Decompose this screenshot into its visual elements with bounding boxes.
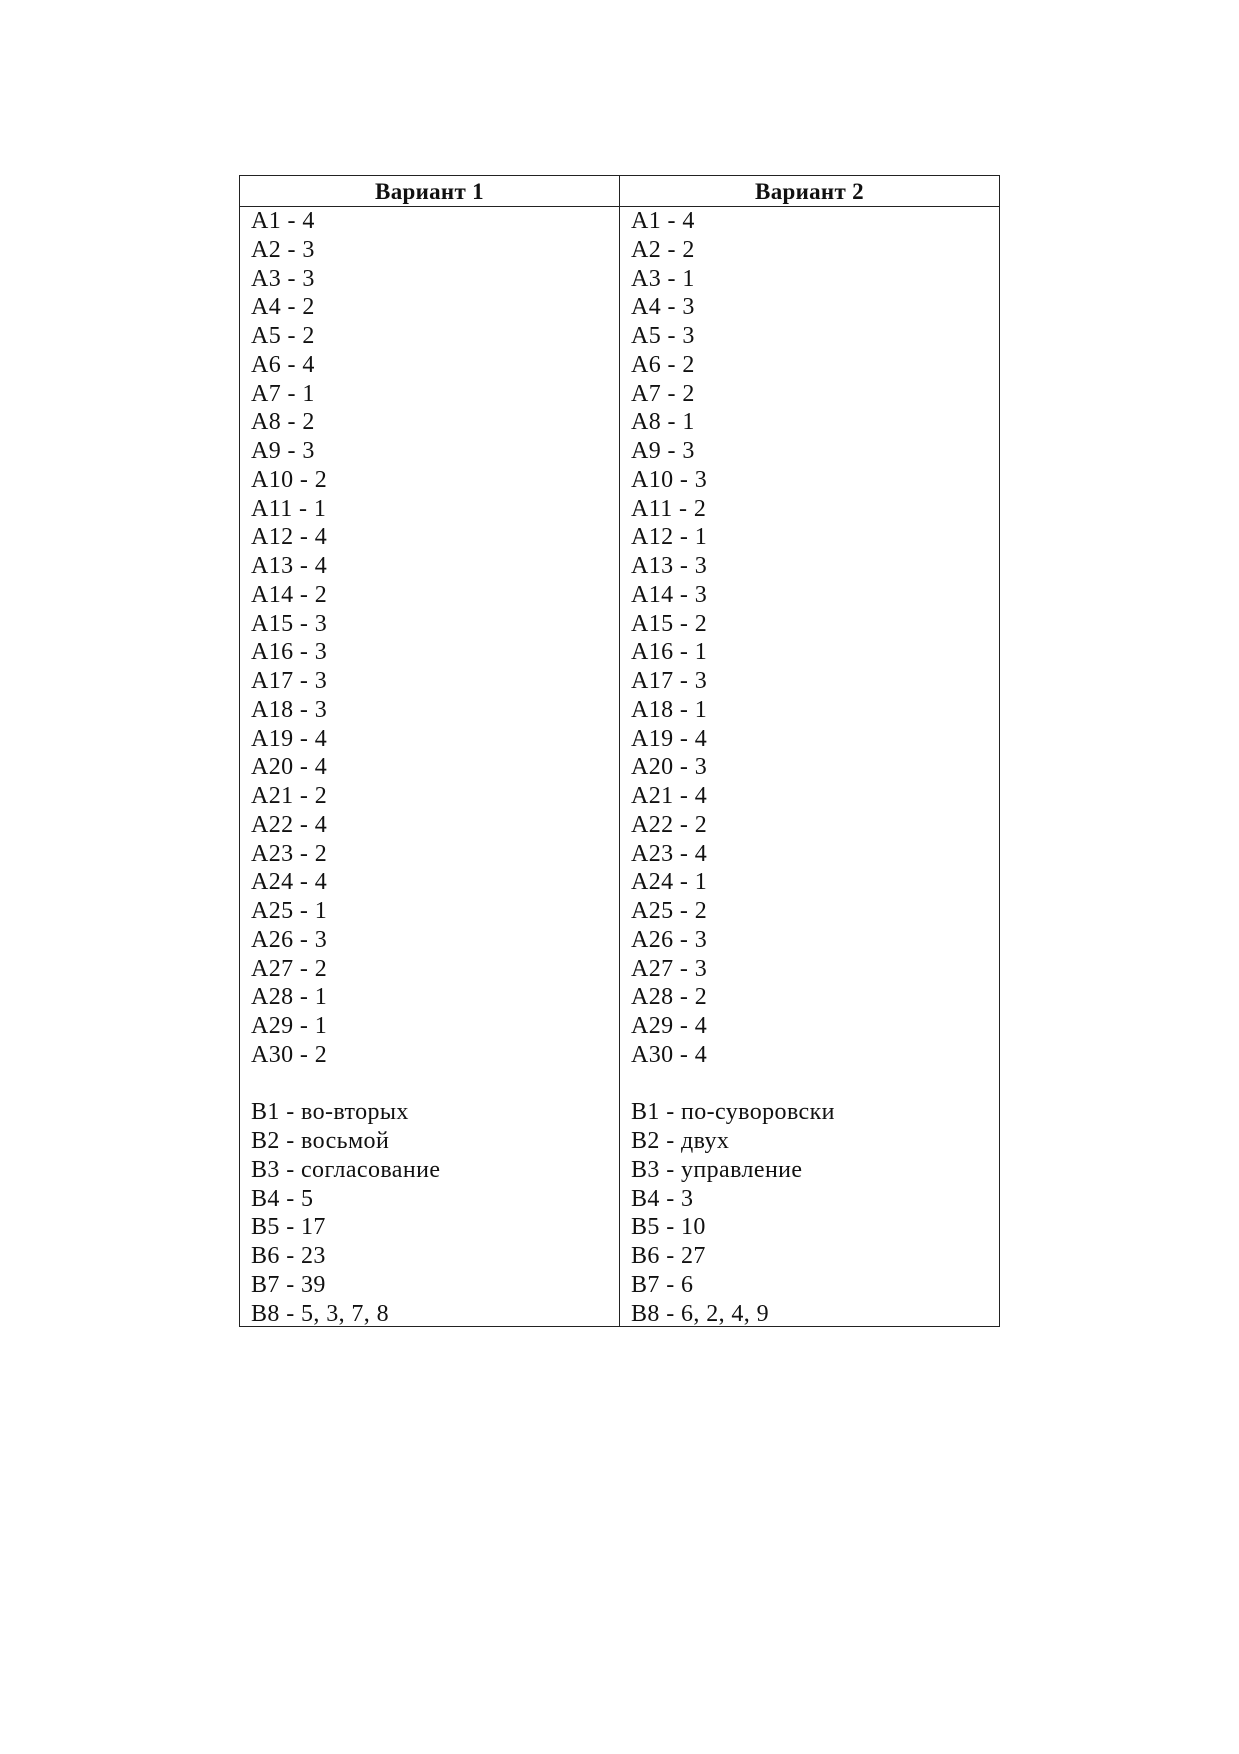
answer-b-item: В6 - 27 <box>631 1243 706 1269</box>
answer-a-item: А17 - 3 <box>251 668 328 694</box>
answer-b-item: В1 - по-суворовски <box>631 1099 835 1126</box>
answer-b-item: В2 - двух <box>631 1128 730 1154</box>
answer-a-item: А26 - 3 <box>251 926 328 953</box>
answer-a-item: А13 - 4 <box>251 553 328 579</box>
section-gap <box>251 1070 619 1099</box>
answer-a-item: А12 - 4 <box>251 524 328 551</box>
answer-a-item: А16 - 1 <box>631 639 708 666</box>
answer-a-item: А22 - 2 <box>631 811 708 838</box>
answer-a-item: А13 - 3 <box>631 553 708 579</box>
answer-a-item: А28 - 1 <box>251 984 328 1011</box>
answer-a-item: А24 - 4 <box>251 869 328 896</box>
answer-b-item: В4 - 3 <box>631 1185 694 1212</box>
answer-a-item: А19 - 4 <box>631 725 708 752</box>
answer-a-item: А18 - 1 <box>631 696 708 723</box>
answer-a-item: А25 - 1 <box>251 898 328 924</box>
answer-a-item: А5 - 2 <box>251 323 315 349</box>
answer-b-item: В8 - 6, 2, 4, 9 <box>631 1300 769 1327</box>
answer-b-item: В1 - во-вторых <box>251 1099 409 1126</box>
answer-a-item: А6 - 4 <box>251 351 315 378</box>
answer-b-item: В3 - согласование <box>251 1156 441 1183</box>
answer-a-item: А16 - 3 <box>251 639 328 666</box>
answer-b-item: В7 - 39 <box>251 1271 326 1298</box>
answer-b-item: В6 - 23 <box>251 1243 326 1269</box>
answer-a-item: А14 - 3 <box>631 581 708 608</box>
answer-a-item: А5 - 3 <box>631 323 695 349</box>
answer-b-item: В3 - управление <box>631 1156 803 1183</box>
answer-a-item: А9 - 3 <box>631 438 695 464</box>
answer-a-item: А15 - 2 <box>631 610 708 637</box>
variant-1-column <box>240 207 619 1326</box>
answer-a-item: А15 - 3 <box>251 610 328 637</box>
answer-a-item: А1 - 4 <box>251 208 315 234</box>
answer-a-item: А21 - 2 <box>251 783 328 809</box>
answer-key-table <box>239 175 1000 1327</box>
section-gap <box>631 1070 999 1099</box>
answer-a-item: А26 - 3 <box>631 926 708 953</box>
answer-b-item: В5 - 10 <box>631 1214 706 1241</box>
answer-a-item: А3 - 1 <box>631 265 695 292</box>
answer-a-item: А29 - 4 <box>631 1013 708 1039</box>
answer-b-item: В4 - 5 <box>251 1185 314 1212</box>
answer-a-item: А27 - 3 <box>631 955 708 982</box>
answer-b-item: В5 - 17 <box>251 1214 326 1241</box>
answer-b-item: В8 - 5, 3, 7, 8 <box>251 1300 389 1327</box>
table-body-row <box>240 207 999 1326</box>
answer-a-item: А25 - 2 <box>631 898 708 924</box>
answer-a-item: А30 - 2 <box>251 1041 328 1068</box>
answer-a-item: А8 - 2 <box>251 409 315 436</box>
answer-a-item: А8 - 1 <box>631 409 695 436</box>
answer-a-item: А1 - 4 <box>631 208 695 234</box>
header-variant-1: Вариант 1 <box>375 179 484 204</box>
answer-a-item: А17 - 3 <box>631 668 708 694</box>
answer-a-item: А7 - 1 <box>251 380 315 407</box>
table-header-row <box>240 176 999 207</box>
answer-a-item: А28 - 2 <box>631 984 708 1011</box>
answer-a-item: А19 - 4 <box>251 725 328 752</box>
answer-a-item: А14 - 2 <box>251 581 328 608</box>
answer-a-item: А2 - 2 <box>631 236 695 263</box>
answer-a-item: А11 - 2 <box>631 495 707 522</box>
answer-a-item: А10 - 3 <box>631 466 708 493</box>
answer-a-item: А10 - 2 <box>251 466 328 493</box>
answer-list <box>251 207 619 1328</box>
answer-a-item: А2 - 3 <box>251 236 315 263</box>
answer-a-item: А20 - 4 <box>251 754 328 781</box>
answer-a-item: А21 - 4 <box>631 783 708 809</box>
answer-a-item: А23 - 4 <box>631 840 708 867</box>
answer-a-item: А3 - 3 <box>251 265 315 292</box>
answer-a-item: А24 - 1 <box>631 869 708 896</box>
variant-2-column <box>619 207 999 1326</box>
answer-b-item: В2 - восьмой <box>251 1128 390 1154</box>
answer-a-item: А11 - 1 <box>251 495 327 522</box>
answer-a-item: А27 - 2 <box>251 955 328 982</box>
answer-a-item: А30 - 4 <box>631 1041 708 1068</box>
header-variant-2: Вариант 2 <box>619 176 999 206</box>
answer-a-item: А9 - 3 <box>251 438 315 464</box>
answer-a-item: А6 - 2 <box>631 351 695 378</box>
answer-a-item: А29 - 1 <box>251 1013 328 1039</box>
answer-a-item: А23 - 2 <box>251 840 328 867</box>
answer-b-item: В7 - 6 <box>631 1271 694 1298</box>
answer-a-item: А18 - 3 <box>251 696 328 723</box>
answer-a-item: А22 - 4 <box>251 811 328 838</box>
answer-a-item: А7 - 2 <box>631 380 695 407</box>
answer-a-item: А4 - 3 <box>631 294 695 321</box>
answer-a-item: А20 - 3 <box>631 754 708 781</box>
answer-list <box>631 207 999 1328</box>
answer-a-item: А4 - 2 <box>251 294 315 321</box>
answer-a-item: А12 - 1 <box>631 524 708 551</box>
